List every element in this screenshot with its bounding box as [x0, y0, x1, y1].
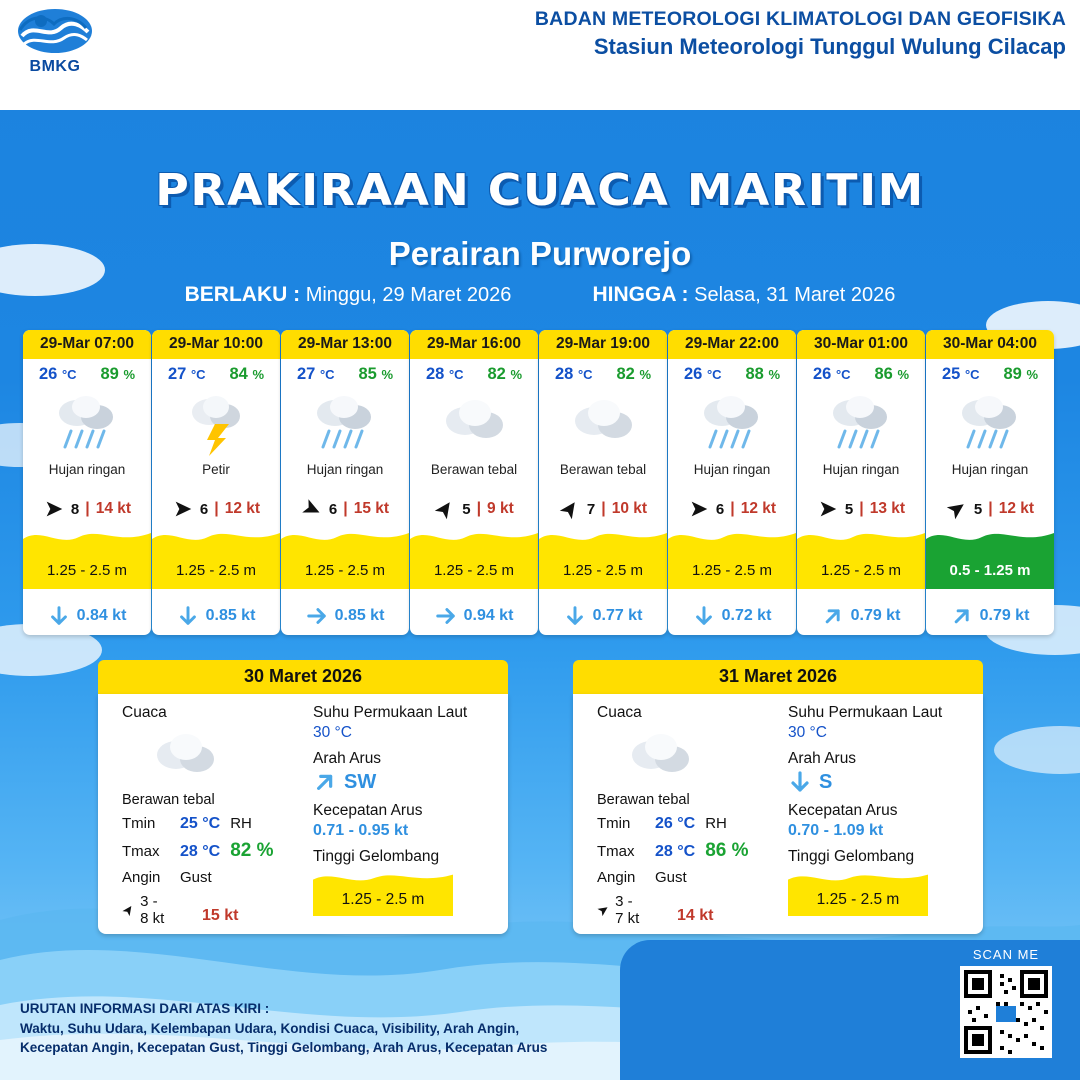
hourly-temperature: 26 °C	[683, 365, 722, 383]
hourly-wind-dir-value: 8	[70, 500, 80, 518]
wave-shape	[281, 527, 409, 549]
hourly-wave-graphic	[281, 527, 409, 589]
hourly-weather-icon	[668, 386, 796, 460]
agency-titles	[535, 8, 1066, 60]
footer-legend-line-2: Waktu, Suhu Udara, Kelembapan Udara, Kondisi Cuaca, Visibility, Arah Angin,	[20, 1020, 520, 1036]
arrow-upright-icon	[946, 600, 977, 631]
wave-shape	[313, 870, 453, 888]
daily-rh-label: RH	[705, 815, 727, 832]
rain-icon	[53, 389, 121, 457]
arrow-west-icon	[43, 498, 65, 520]
daily-cuaca-label: Cuaca	[597, 704, 642, 721]
hourly-card	[23, 330, 151, 635]
hourly-time: 29-Mar 13:00	[281, 330, 409, 359]
hourly-wind	[668, 498, 796, 520]
hourly-temperature: 27 °C	[167, 365, 206, 383]
cloud-icon	[152, 727, 218, 787]
hourly-wind-speed: 12 kt	[224, 500, 261, 517]
qr-area	[960, 947, 1052, 1058]
arrow-down-icon	[177, 605, 199, 627]
hourly-time: 30-Mar 01:00	[797, 330, 925, 359]
daily-condition: Berawan tebal	[122, 792, 215, 808]
daily-current-speed-label: Kecepatan Arus	[788, 802, 898, 819]
wind-separator: |	[988, 500, 993, 517]
daily-angin-value: 3 - 8 kt	[122, 893, 170, 927]
footer-legend-line-1: URUTAN INFORMASI DARI ATAS KIRI :	[20, 1001, 270, 1017]
daily-tmin-label: Tmin	[122, 815, 156, 832]
daily-rh-value: 86 %	[705, 840, 749, 861]
hourly-time: 30-Mar 04:00	[926, 330, 1054, 359]
hourly-weather-icon	[410, 386, 538, 460]
wind-separator: |	[730, 500, 735, 517]
arrow-west-icon	[172, 498, 194, 520]
hourly-condition: Petir	[202, 462, 230, 477]
hourly-wind-dir-value: 7	[586, 500, 596, 518]
daily-cuaca-label: Cuaca	[122, 704, 167, 721]
hourly-wave-graphic	[410, 527, 538, 589]
qr-code-icon	[964, 970, 1048, 1054]
daily-angin-value: 3 - 7 kt	[597, 893, 645, 927]
daily-wave-value: 1.25 - 2.5 m	[341, 891, 425, 908]
cloud-icon	[441, 393, 507, 453]
hourly-wave-height: 1.25 - 2.5 m	[433, 562, 515, 579]
hourly-humidity: 82 %	[487, 365, 523, 383]
daily-sst-label: Suhu Permukaan Laut	[313, 704, 468, 721]
arrow-west-icon	[688, 498, 710, 520]
arrow-down-icon	[788, 770, 812, 794]
daily-panel-0	[98, 660, 508, 934]
wind-separator: |	[601, 500, 606, 517]
daily-date-0: 30 Maret 2026	[98, 660, 508, 694]
hourly-card	[281, 330, 409, 635]
arrow-right-icon	[435, 605, 457, 627]
rain-icon	[956, 389, 1024, 457]
wave-shape	[668, 527, 796, 549]
hourly-wind-speed: 9 kt	[487, 500, 514, 517]
wave-shape	[152, 527, 280, 549]
hourly-current	[797, 605, 925, 627]
wave-shape	[23, 527, 151, 549]
hourly-wind-dir-value: 5	[462, 500, 471, 518]
hourly-card	[152, 330, 280, 635]
rain-icon	[698, 389, 766, 457]
hourly-current	[410, 605, 538, 627]
hourly-current	[281, 605, 409, 627]
daily-tmin-value: 25 °C	[180, 815, 221, 832]
daily-date-1: 31 Maret 2026	[573, 660, 983, 694]
arrow-westsouth-icon	[592, 898, 614, 922]
daily-sst-label: Suhu Permukaan Laut	[788, 704, 943, 721]
hourly-weather-icon	[539, 386, 667, 460]
bmkg-logo-text: BMKG	[29, 58, 81, 75]
wave-shape	[926, 527, 1054, 549]
hourly-condition: Hujan ringan	[48, 462, 126, 477]
validity-period	[0, 283, 1080, 307]
daily-weather-icon	[597, 726, 782, 788]
hourly-wind	[410, 498, 538, 520]
hourly-current-speed: 0.77 kt	[592, 607, 643, 624]
hourly-current-speed: 0.72 kt	[721, 607, 772, 624]
hourly-weather-icon	[23, 386, 151, 460]
hourly-wave-height: 1.25 - 2.5 m	[175, 562, 257, 579]
arrow-southwest-icon	[117, 899, 141, 921]
hourly-humidity: 89 %	[1003, 365, 1039, 383]
hourly-wind-speed: 12 kt	[740, 500, 777, 517]
hourly-humidity: 88 %	[745, 365, 781, 383]
valid-from-label: BERLAKU :	[184, 283, 301, 306]
hourly-temperature: 28 °C	[554, 365, 593, 383]
hourly-time: 29-Mar 10:00	[152, 330, 280, 359]
cloud-icon	[627, 727, 693, 787]
valid-until-label: HINGGA :	[592, 283, 689, 306]
hourly-temperature: 26 °C	[812, 365, 851, 383]
cloud-icon	[570, 393, 636, 453]
hourly-wind-dir-value: 5	[973, 500, 983, 518]
wave-shape	[788, 870, 928, 888]
hourly-card	[668, 330, 796, 635]
hourly-current-speed: 0.85 kt	[205, 607, 256, 624]
daily-tmax-value: 28 °C	[180, 843, 221, 860]
daily-rh-label: RH	[230, 815, 252, 832]
hourly-current-speed: 0.79 kt	[979, 607, 1030, 624]
hourly-temperature: 26 °C	[38, 365, 77, 383]
hourly-condition: Hujan ringan	[693, 462, 771, 477]
daily-rh-value: 82 %	[230, 840, 274, 861]
hourly-wave-graphic	[539, 527, 667, 589]
daily-condition: Berawan tebal	[597, 792, 690, 808]
hourly-condition: Berawan tebal	[559, 462, 647, 477]
footer-legend	[20, 999, 547, 1058]
hourly-current-speed: 0.84 kt	[76, 607, 127, 624]
daily-tmin-label: Tmin	[597, 815, 631, 832]
hourly-current	[668, 605, 796, 627]
daily-wave-graphic	[788, 870, 928, 916]
valid-until-value: Selasa, 31 Maret 2026	[694, 284, 896, 306]
daily-wave-graphic	[313, 870, 453, 916]
hourly-condition: Hujan ringan	[822, 462, 900, 477]
hourly-humidity: 86 %	[874, 365, 910, 383]
hourly-wave-graphic	[797, 527, 925, 589]
arrow-upright-icon	[308, 765, 342, 799]
hourly-wind-speed: 15 kt	[353, 500, 390, 517]
hourly-temperature: 25 °C	[941, 365, 980, 383]
daily-sst-value: 30 °C	[788, 724, 827, 741]
wind-separator: |	[476, 500, 482, 517]
hourly-wave-height: 1.25 - 2.5 m	[820, 562, 902, 579]
page-title: PRAKIRAAN CUACA MARITIM	[155, 165, 925, 216]
hourly-wind	[926, 498, 1054, 520]
daily-current-dir-value: S	[788, 770, 978, 794]
arrow-down-icon	[564, 605, 586, 627]
valid-from-value: Minggu, 29 Maret 2026	[305, 284, 512, 306]
hourly-weather-icon	[152, 386, 280, 460]
arrow-westsouth-icon	[942, 494, 973, 525]
hourly-time: 29-Mar 22:00	[668, 330, 796, 359]
arrow-westnorth-icon	[297, 494, 326, 523]
bmkg-logo	[12, 6, 98, 86]
daily-body	[98, 694, 508, 934]
hourly-wave-height: 1.25 - 2.5 m	[562, 562, 644, 579]
wave-shape	[410, 527, 538, 549]
hourly-humidity: 82 %	[616, 365, 652, 383]
page-header	[0, 0, 1080, 95]
hourly-wave-graphic	[23, 527, 151, 589]
daily-body	[573, 694, 983, 934]
arrow-southwest-icon	[555, 494, 586, 525]
hourly-wind	[281, 498, 409, 520]
hourly-wave-graphic	[926, 527, 1054, 589]
daily-tmax-value: 28 °C	[655, 843, 696, 860]
qr-code[interactable]	[960, 966, 1052, 1058]
daily-panel-1	[573, 660, 983, 934]
daily-tmax-label: Tmax	[122, 843, 160, 860]
daily-tmax-label: Tmax	[597, 843, 635, 860]
hourly-humidity: 89 %	[100, 365, 136, 383]
hourly-wave-height: 1.25 - 2.5 m	[304, 562, 386, 579]
hourly-temperature: 27 °C	[296, 365, 335, 383]
hourly-current-speed: 0.94 kt	[463, 607, 514, 624]
daily-gust-value: 14 kt	[677, 907, 714, 924]
agency-line-2: Stasiun Meteorologi Tunggul Wulung Cilacap	[593, 34, 1066, 59]
daily-wave-value: 1.25 - 2.5 m	[816, 891, 900, 908]
hourly-wind-speed: 12 kt	[998, 500, 1035, 517]
arrow-upright-icon	[817, 600, 848, 631]
wind-separator: |	[85, 500, 90, 517]
daily-current-dir-label: Arah Arus	[313, 750, 382, 767]
hourly-wind-dir-value: 6	[715, 500, 725, 518]
wave-shape	[797, 527, 925, 549]
arrow-southwest-icon	[430, 494, 461, 525]
arrow-down-icon	[48, 605, 70, 627]
hourly-wave-height: 1.25 - 2.5 m	[46, 562, 128, 579]
hourly-current	[23, 605, 151, 627]
hourly-card	[926, 330, 1054, 635]
daily-gust-label: Gust	[180, 869, 212, 886]
hourly-wind-speed: 10 kt	[611, 500, 648, 517]
hourly-current	[539, 605, 667, 627]
hourly-time: 29-Mar 07:00	[23, 330, 151, 359]
hourly-card	[539, 330, 667, 635]
hourly-wind-speed: 13 kt	[869, 500, 906, 517]
hourly-wind	[797, 498, 925, 520]
daily-current-speed-label: Kecepatan Arus	[313, 802, 423, 819]
hourly-time: 29-Mar 16:00	[410, 330, 538, 359]
daily-angin-label: Angin	[597, 869, 636, 886]
daily-current-dir-label: Arah Arus	[788, 750, 857, 767]
daily-sst-value: 30 °C	[313, 724, 352, 741]
hourly-condition: Hujan ringan	[306, 462, 384, 477]
hourly-current	[152, 605, 280, 627]
agency-line-1: BADAN METEOROLOGI KLIMATOLOGI DAN GEOFISIKA	[534, 8, 1066, 30]
wind-separator: |	[214, 500, 219, 517]
daily-current-speed-value: 0.70 - 1.09 kt	[788, 822, 884, 839]
wind-separator: |	[859, 500, 864, 517]
hourly-wind-dir-value: 6	[199, 500, 209, 518]
wave-shape	[539, 527, 667, 549]
hourly-condition: Hujan ringan	[951, 462, 1029, 477]
hourly-wind-dir-value: 5	[844, 500, 854, 518]
page-subtitle: Perairan Purworejo	[388, 235, 692, 272]
thunder-icon	[185, 390, 247, 456]
hourly-current	[926, 605, 1054, 627]
hourly-wind-speed: 14 kt	[95, 500, 132, 517]
hourly-current-speed: 0.85 kt	[334, 607, 385, 624]
daily-current-dir-value: SW	[313, 770, 503, 794]
hourly-humidity: 84 %	[229, 365, 265, 383]
hourly-weather-icon	[926, 386, 1054, 460]
daily-gust-value: 15 kt	[202, 907, 239, 924]
daily-tmin-value: 26 °C	[655, 815, 696, 832]
hourly-wind-dir-value: 6	[328, 500, 338, 518]
daily-angin-label: Angin	[122, 869, 161, 886]
daily-wave-label: Tinggi Gelombang	[313, 848, 440, 865]
hourly-current-speed: 0.79 kt	[850, 607, 901, 624]
hourly-condition: Berawan tebal	[430, 462, 518, 477]
scan-me-label: SCAN ME	[972, 947, 1040, 962]
hourly-card	[797, 330, 925, 635]
hourly-wind	[23, 498, 151, 520]
hourly-card	[410, 330, 538, 635]
hourly-wave-graphic	[668, 527, 796, 589]
hourly-weather-icon	[797, 386, 925, 460]
daily-current-speed-value: 0.71 - 0.95 kt	[313, 822, 409, 839]
bmkg-emblem-icon	[16, 6, 94, 56]
daily-gust-label: Gust	[655, 869, 687, 886]
rain-icon	[827, 389, 895, 457]
arrow-right-icon	[306, 605, 328, 627]
hourly-time: 29-Mar 19:00	[539, 330, 667, 359]
hourly-forecast-row	[23, 330, 1063, 635]
hourly-wind	[539, 498, 667, 520]
arrow-down-icon	[693, 605, 715, 627]
hourly-wave-height: 1.25 - 2.5 m	[691, 562, 773, 579]
wind-separator: |	[343, 500, 348, 517]
footer-legend-line-3: Kecepatan Angin, Kecepatan Gust, Tinggi Gelombang, Arah Arus, Kecepatan Arus	[20, 1040, 548, 1056]
hourly-temperature: 28 °C	[425, 365, 464, 383]
daily-weather-icon	[122, 726, 307, 788]
hourly-weather-icon	[281, 386, 409, 460]
hourly-humidity: 85 %	[358, 365, 394, 383]
arrow-west-icon	[817, 498, 839, 520]
hourly-wave-height: 0.5 - 1.25 m	[949, 562, 1031, 579]
daily-wave-label: Tinggi Gelombang	[788, 848, 915, 865]
hourly-wave-graphic	[152, 527, 280, 589]
hourly-wind	[152, 498, 280, 520]
rain-icon	[311, 389, 379, 457]
